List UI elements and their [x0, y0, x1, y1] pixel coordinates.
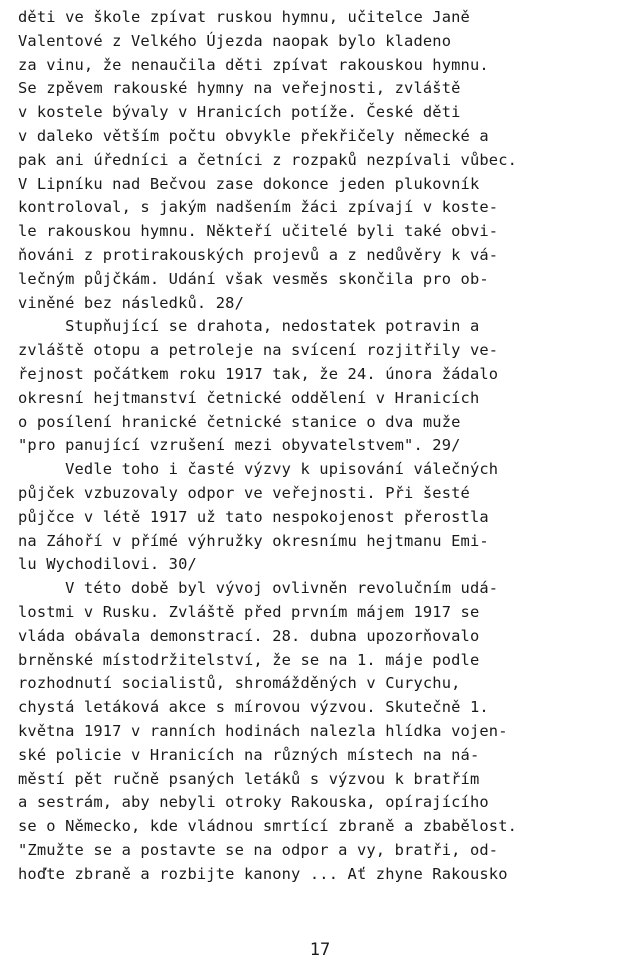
text-line: řejnost počátkem roku 1917 tak, že 24. února žádalo: [18, 364, 499, 383]
text-line: za vinu, že nenaučila děti zpívat rakouskou hymnu.: [18, 55, 489, 74]
text-line: vláda obávala demonstrací. 28. dubna upozorňovalo: [18, 626, 480, 645]
text-line: Se zpěvem rakouské hymny na veřejnosti, zvláště: [18, 79, 461, 98]
text-line: o posílení hranické četnické stanice o dva muže: [18, 412, 461, 431]
text-line: chystá letáková akce s mírovou výzvou. Skutečně 1.: [18, 698, 489, 717]
text-line: se o Německo, kde vládnou smrtící zbraně a zbabělost.: [18, 817, 518, 836]
text-line: půjčce v létě 1917 už tato nespokojenost přerostla: [18, 507, 489, 526]
body-text: [18, 6, 628, 886]
text-line: "Zmužte se a postavte se na odpor a vy, bratři, od-: [18, 840, 499, 859]
text-line: lu Wychodilovi. 30/: [18, 555, 197, 574]
text-line: okresní hejtmanství četnické oddělení v Hranicích: [18, 388, 480, 407]
text-line: rozhodnutí socialistů, shromážděných v Curychu,: [18, 674, 461, 693]
text-line: zvláště otopu a petroleje na svícení rozjitřily ve-: [18, 341, 499, 360]
text-line: Vedle toho i časté výzvy k upisování válečných: [18, 460, 499, 479]
text-line: viněné bez následků. 28/: [18, 293, 244, 312]
text-line: děti ve škole zpívat ruskou hymnu, učitelce Janě: [18, 8, 470, 26]
text-line: le rakouskou hymnu. Někteří učitelé byli také obvi-: [18, 222, 499, 241]
page-number: 17: [309, 940, 331, 960]
text-line: "pro panující vzrušení mezi obyvatelstvem". 29/: [18, 436, 461, 455]
text-line: lečným půjčkám. Udání však vesměs skončila pro ob-: [18, 269, 489, 288]
text-line: kontroloval, s jakým nadšením žáci zpívají v koste-: [18, 198, 499, 217]
text-line: lostmi v Rusku. Zvláště před prvním májem 1917 se: [18, 602, 480, 621]
text-line: na Záhoří v přímé výhružky okresnímu hejtmanu Emi-: [18, 531, 489, 550]
text-line: půjček vzbuzovaly odpor ve veřejnosti. Při šesté: [18, 483, 470, 502]
text-line: brněnské místodržitelství, že se na 1. máje podle: [18, 650, 480, 669]
text-line: v kostele bývaly v Hranicích potíže. České děti: [18, 103, 461, 122]
text-line: Valentové z Velkého Újezda naopak bylo kladeno: [18, 31, 452, 50]
text-line: hoďte zbraně a rozbijte kanony ... Ať zhyne Rakousko: [18, 864, 508, 883]
text-line: v daleko větším počtu obvykle překřičely německé a: [18, 126, 489, 145]
text-line: Stupňující se drahota, nedostatek potravin a: [18, 317, 480, 336]
text-line: pak ani úředníci a četníci z rozpaků nezpívali vůbec.: [18, 150, 518, 169]
text-line: ňováni z protirakouských projevů a z nedůvěry k vá-: [18, 245, 499, 264]
text-line: V této době byl vývoj ovlivněn revolučním udá-: [18, 579, 499, 598]
text-line: května 1917 v ranních hodinách nalezla hlídka vojen-: [18, 721, 508, 740]
text-line: městí pět ručně psaných letáků s výzvou k bratřím: [18, 769, 480, 788]
text-line: a sestrám, aby nebyli otroky Rakouska, opírajícího: [18, 793, 489, 812]
text-line: V Lipníku nad Bečvou zase dokonce jeden plukovník: [18, 174, 480, 193]
text-line: ské policie v Hranicích na různých místech na ná-: [18, 745, 480, 764]
